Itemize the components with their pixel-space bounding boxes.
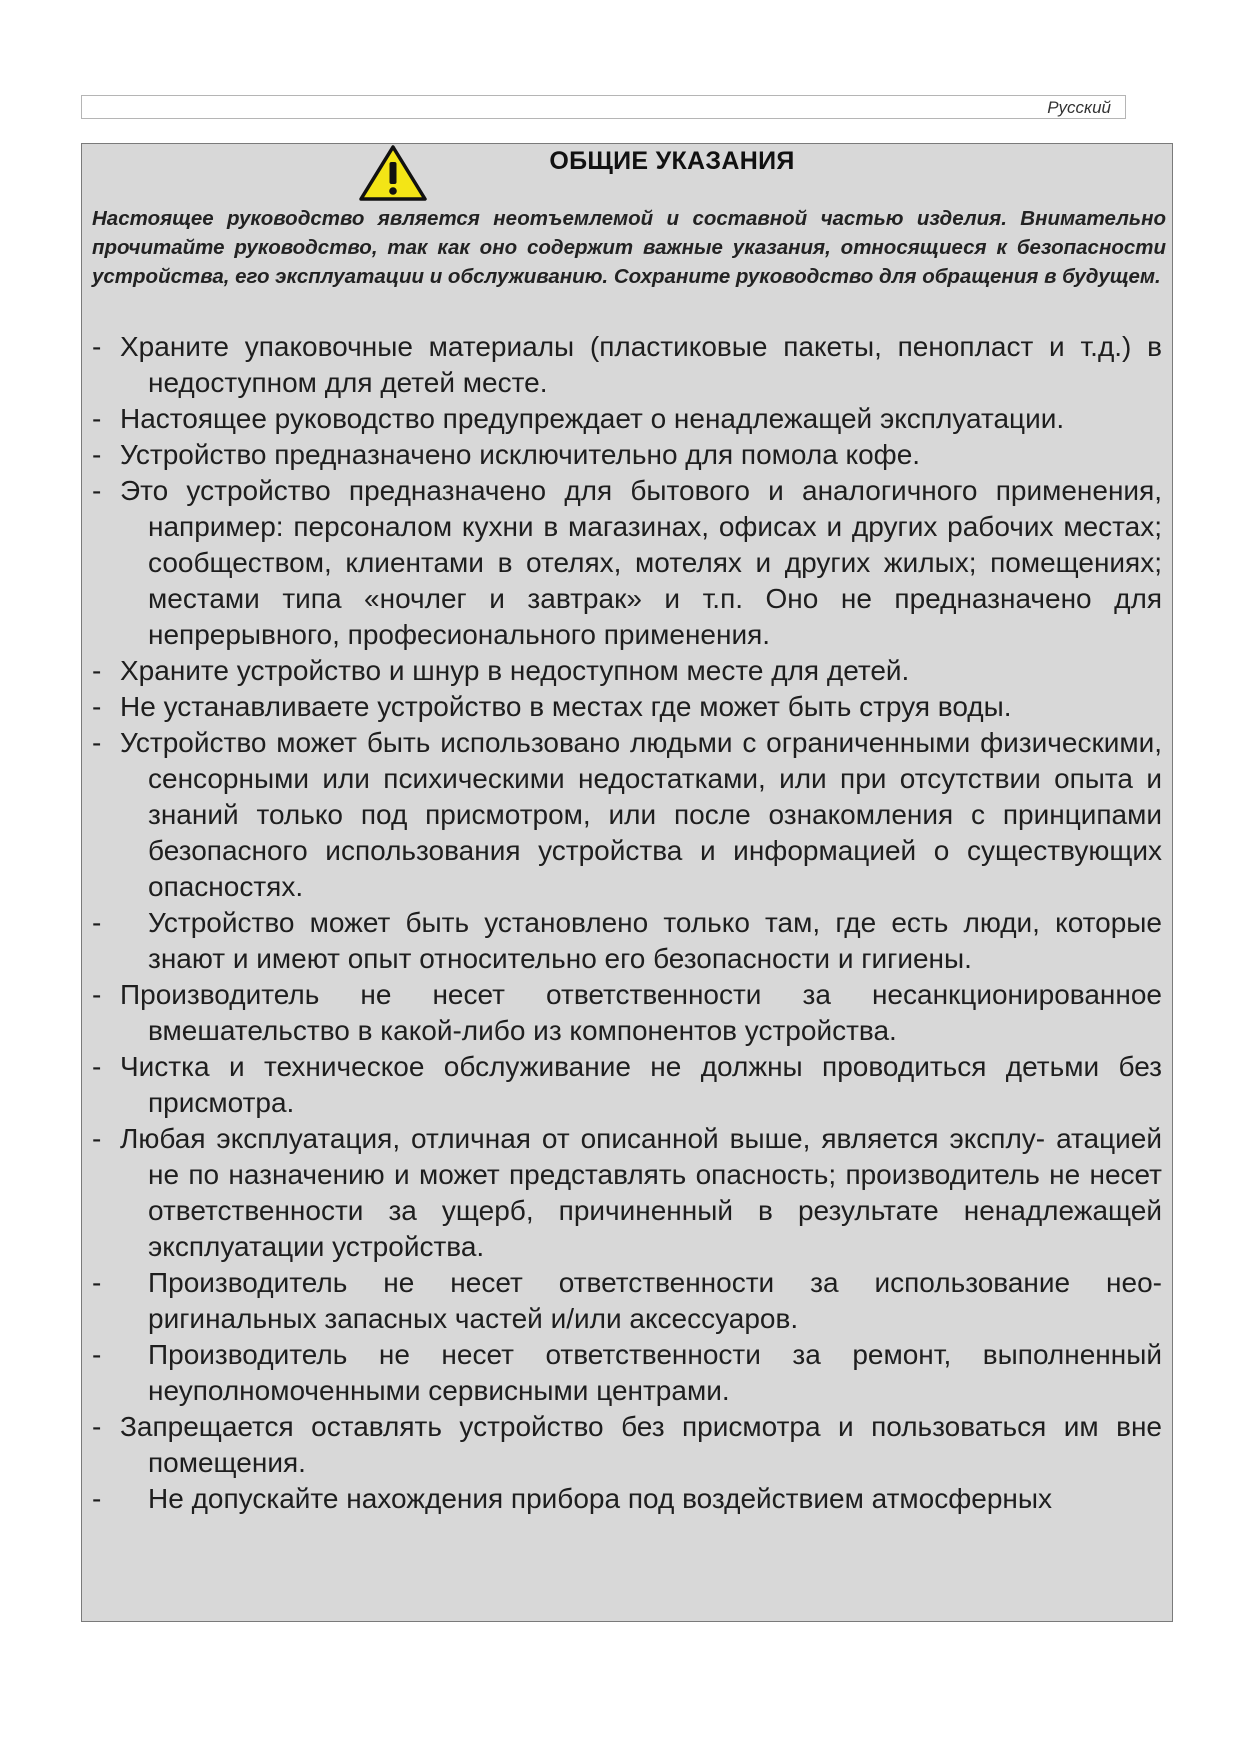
list-dash: - [92, 331, 102, 362]
item-continuation: ригинальных запасных частей и/или аксессуаров. [148, 1303, 799, 1334]
list-item [92, 329, 1162, 401]
list-item [92, 401, 1162, 437]
list-dash: - [92, 727, 102, 758]
list-item [92, 1481, 1162, 1517]
item-continuation: атацией не по назначению и может представлять опасность; производитель не несет ответственности за ущерб, причиненный в результате ненадлежащей эксплуатации устройства. [148, 1123, 1162, 1262]
list-item [92, 1049, 1162, 1121]
list-dash: - [92, 403, 102, 434]
item-first-line: Не допускайте нахождения прибора под воздействием атмосферных [148, 1483, 1052, 1514]
item-continuation: вмешательство в какой-либо из компонентов устройства. [148, 1015, 897, 1046]
item-continuation: им вне помещения. [148, 1411, 1162, 1478]
list-item [92, 689, 1162, 725]
item-first-line: Устройство может быть использовано людьми с ограниченными [120, 727, 971, 758]
list-dash: - [92, 1051, 102, 1082]
item-continuation: неуполномоченными сервисными центрами. [148, 1375, 730, 1406]
item-first-line: Устройство может быть установлено только там, где есть люди, [148, 907, 1040, 938]
item-continuation: применения, например: персоналом кухни в магазинах, офисах и других рабочих местах; сообществом, клиентами в отелях, мотелях и других жилых; помещениях; местами типа «ночлег и завтрак» и т.п. Оно не предназначено для непрерывного, професионального применения. [148, 475, 1163, 650]
list-dash: - [92, 475, 102, 506]
list-dash: - [92, 1483, 102, 1514]
item-first-line: Производитель не несет ответственности за использование нео- [148, 1267, 1162, 1298]
item-first-line: Производитель не несет ответственности за ремонт, выполненный [148, 1339, 1162, 1370]
item-continuation: т.д.) в недоступном для детей месте. [148, 331, 1162, 398]
list-dash: - [92, 691, 102, 722]
item-continuation: без присмотра. [148, 1051, 1163, 1118]
list-item [92, 473, 1162, 653]
list-item [92, 725, 1162, 905]
list-item [92, 437, 1162, 473]
item-first-line: Храните устройство и шнур в недоступном месте для детей. [120, 655, 910, 686]
intro-paragraph: Настоящее руководство является неотъемлемой и составной частью изделия. Внимательно прочитайте руководство, так как оно содержит важные указания, относящиеся к безопасности устройства, его эксплуатации и обслуживанию. Сохраните руководство для обращения в будущем. [92, 207, 1166, 288]
item-continuation: которые знают и имеют опыт относительно его безопасности и гигиены. [148, 907, 1162, 974]
item-first-line: Настоящее руководство предупреждает о ненадлежащей [120, 403, 873, 434]
list-item [92, 905, 1162, 977]
list-dash: - [92, 907, 102, 938]
list-item [92, 977, 1162, 1049]
item-continuation: физическими, сенсорными или психическими недостатками, или при отсутствии опыта и знаний только под присмотром, или после ознакомления с принципами безопасного использования устройства и информацией о существующих опасностях. [148, 727, 1163, 902]
item-first-line: Запрещается оставлять устройство без присмотра и пользоваться [120, 1411, 1047, 1442]
list-item [92, 1337, 1162, 1409]
list-item [92, 1121, 1162, 1265]
list-dash: - [92, 439, 102, 470]
item-first-line: Производитель не несет ответственности за несанкционированное [120, 979, 1162, 1010]
item-first-line: Любая эксплуатация, отличная от описанной выше, является эксплу- [120, 1123, 1046, 1154]
language-label: Русский [1047, 98, 1111, 117]
list-item [92, 1265, 1162, 1337]
instructions-list [92, 329, 1162, 1517]
language-header-bar [81, 95, 1126, 119]
list-dash: - [92, 1123, 102, 1154]
general-instructions-panel [81, 143, 1173, 1622]
item-first-line: Устройство предназначено исключительно для помола кофе. [120, 439, 921, 470]
list-dash: - [92, 979, 102, 1010]
list-dash: - [92, 1339, 102, 1370]
list-dash: - [92, 1267, 102, 1298]
item-first-line: Храните упаковочные материалы (пластиковые пакеты, пенопласт и [120, 331, 1065, 362]
list-item [92, 653, 1162, 689]
list-dash: - [92, 655, 102, 686]
list-dash: - [92, 1411, 102, 1442]
item-first-line: Чистка и техническое обслуживание не должны проводиться детьми [120, 1051, 1100, 1082]
section-title: ОБЩИЕ УКАЗАНИЯ [549, 147, 795, 175]
item-continuation: эксплуатации. [879, 403, 1065, 434]
list-item [92, 1409, 1162, 1481]
item-first-line: Не устанавливаете устройство в местах где может быть струя воды. [120, 691, 1012, 722]
item-first-line: Это устройство предназначено для бытового и аналогичного [120, 475, 978, 506]
